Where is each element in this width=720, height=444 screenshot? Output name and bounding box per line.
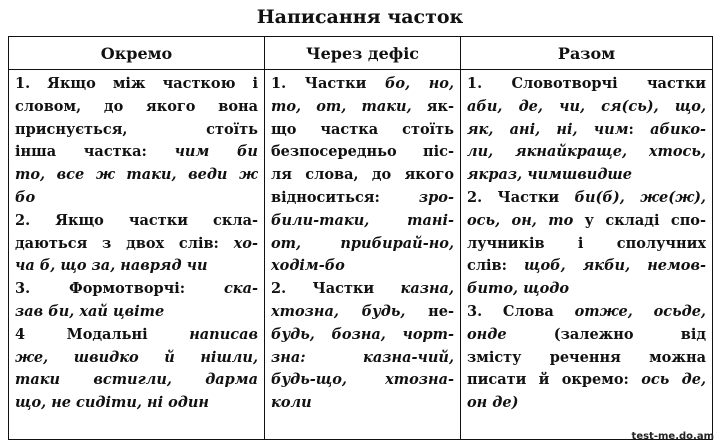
text-line: [271, 233, 454, 256]
text-line: [467, 96, 706, 119]
column-separately: [9, 70, 265, 440]
example-text: то, от, таки,: [271, 97, 412, 115]
rule-text: ля слова, до якого: [271, 166, 454, 184]
example-text: ска-: [223, 280, 258, 298]
text-line: [271, 324, 454, 347]
text-line: [15, 392, 258, 415]
text-line: [15, 164, 258, 187]
text-line: [15, 141, 258, 164]
text-line: [271, 369, 454, 392]
rule-text: слів:: [467, 257, 525, 275]
text-line: [271, 96, 454, 119]
column-together: [461, 70, 713, 440]
rule-text: 4 Модальні: [15, 325, 190, 343]
text-line: [271, 347, 454, 370]
rule-text: 1. Частки: [271, 75, 385, 92]
example-text: ча б, що за, навряд чи: [15, 257, 208, 275]
example-text: казна,: [400, 280, 454, 298]
column-hyphenated: [265, 70, 461, 440]
example-text: ли, якнайкраще, хтось,: [467, 143, 706, 161]
text-line: [467, 233, 706, 256]
text-line: [467, 187, 706, 210]
rule-text: 1. Словотворчі частки: [467, 75, 706, 92]
example-text: аби, де, чи, ся(сь), що,: [467, 97, 706, 115]
text-line: [271, 141, 454, 164]
rule-text: словом, до якого вона: [15, 97, 258, 115]
example-text: таки встигли, дарма: [15, 371, 258, 389]
example-text: що, не сидіти, ні один: [15, 394, 209, 412]
text-line: [467, 324, 706, 347]
rule-text: відноситься:: [271, 188, 419, 206]
rule-text: як-: [411, 97, 454, 115]
text-line: [15, 324, 258, 347]
text-line: [467, 141, 706, 164]
example-text: чим би: [174, 143, 258, 161]
text-line: [15, 233, 258, 256]
header-separately: Окремо: [9, 37, 265, 70]
text-line: [15, 210, 258, 233]
example-text: будь-що, хтозна-: [271, 371, 454, 389]
example-text: якраз, чимшвидше: [467, 166, 632, 184]
text-line: [271, 255, 454, 278]
rule-text: (залежно від: [506, 325, 706, 343]
example-text: он де): [467, 394, 519, 412]
content-row: [9, 70, 713, 440]
example-text: ось де,: [641, 371, 706, 389]
text-line: [15, 278, 258, 301]
header-row: [9, 37, 713, 70]
rule-text: безпосередньо піс-: [271, 143, 454, 161]
text-line: [15, 187, 258, 210]
rule-text: змісту речення можна: [467, 348, 706, 366]
text-line: [271, 73, 454, 96]
page-title: Написання часток: [256, 6, 464, 28]
text-line: [271, 210, 454, 233]
text-line: [467, 347, 706, 370]
text-line: [467, 164, 706, 187]
example-text: хтозна, будь,: [271, 302, 406, 320]
text-line: [15, 347, 258, 370]
example-text: як, ані, ні, чим: [467, 120, 629, 138]
example-text: зро-: [418, 188, 454, 206]
text-line: [15, 119, 258, 142]
example-text: отже, осьде,: [574, 302, 706, 320]
example-text: то, все ж таки, веди ж: [15, 166, 258, 184]
rule-text: що частка стоїть: [271, 120, 454, 138]
text-line: [467, 210, 706, 233]
rule-text: 2. Частки: [467, 188, 575, 206]
text-line: [467, 119, 706, 142]
example-text: бо: [15, 188, 36, 206]
rule-text: 3. Формотворчі:: [15, 280, 224, 298]
rule-text: не-: [405, 302, 454, 320]
text-line: [15, 73, 258, 96]
header-hyphenated: Через дефіс: [265, 37, 461, 70]
example-text: би(б), же(ж),: [574, 188, 706, 206]
example-text: ходім-бо: [271, 257, 345, 275]
example-text: хо-: [233, 234, 258, 252]
text-line: [467, 369, 706, 392]
example-text: зав би, хай цвіте: [15, 302, 165, 320]
text-line: [15, 255, 258, 278]
example-text: от, прибирай-но,: [271, 234, 454, 252]
example-text: же, швидко й нішли,: [15, 348, 258, 366]
rule-text: 2. Частки: [271, 280, 401, 298]
rule-text: 3. Слова: [467, 302, 575, 320]
rule-text: інша частка:: [15, 143, 175, 161]
text-line: [271, 301, 454, 324]
text-line: [467, 73, 706, 96]
rule-text: писати й окремо:: [467, 371, 642, 389]
text-line: [271, 187, 454, 210]
example-text: написав: [189, 325, 258, 343]
example-text: били-таки, тані-: [271, 211, 454, 229]
rule-text: 2. Якщо частки скла-: [15, 211, 258, 229]
text-line: [271, 278, 454, 301]
example-text: щоб, якби, немов-: [524, 257, 706, 275]
example-text: ось, он, то: [467, 211, 574, 229]
text-line: [467, 255, 706, 278]
example-text: бо, но,: [384, 75, 454, 92]
text-line: [271, 119, 454, 142]
header-together: Разом: [461, 37, 713, 70]
rule-text: приснується, стоїть: [15, 120, 258, 138]
example-text: коли: [271, 394, 312, 412]
rule-text: :: [628, 120, 651, 138]
example-text: будь, бозна, чорт-: [271, 325, 454, 343]
text-line: [467, 278, 706, 301]
text-line: [271, 392, 454, 415]
text-line: [467, 301, 706, 324]
text-line: [271, 164, 454, 187]
text-line: [15, 96, 258, 119]
rules-table: [8, 36, 713, 440]
text-line: [467, 392, 706, 415]
example-text: бито, щодо: [467, 280, 569, 298]
text-line: [15, 369, 258, 392]
text-line: [15, 301, 258, 324]
rule-text: лучників і сполучних: [467, 234, 706, 252]
rule-text: 1. Якщо між часткою і: [15, 75, 258, 92]
watermark-url: test-me.do.am: [631, 431, 714, 442]
example-text: зна: казна-чий,: [271, 348, 454, 366]
rule-text: даються з двох слів:: [15, 234, 234, 252]
example-text: абико-: [650, 120, 706, 138]
example-text: онде: [467, 325, 507, 343]
rule-text: у складі спо-: [573, 211, 706, 229]
